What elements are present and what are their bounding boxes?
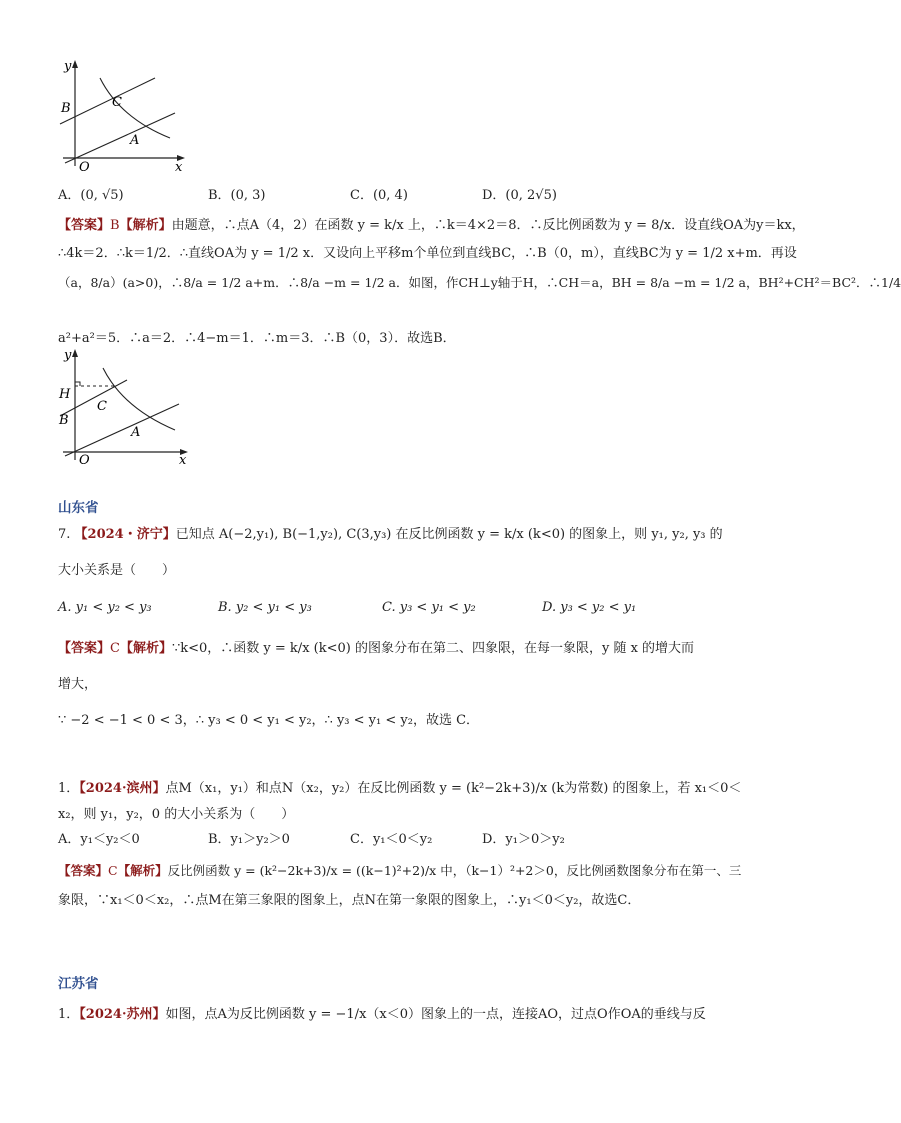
q1a-stem-text: 点M（x₁，y₁）和点N（x₂，y₂）在反比例函数 y = (k²−2k+3)/x (k为常数) 的图象上，若 x₁＜0＜ [165, 781, 742, 796]
prev-answer-line2: ∴4k＝2．∴k＝1/2．∴直线OA为 y = 1/2 x．又设向上平移m个单位到直线BC，∴B（0，m），直线BC为 y = 1/2 x+m．再设 [58, 246, 797, 261]
q7-stem-text: 已知点 A(−2,y₁), B(−1,y₂), C(3,y₃) 在反比例函数 y = k/x (k<0) 的图象上，则 y₁, y₂, y₃ 的 [175, 527, 723, 542]
q7-source: 【2024・济宁】 [74, 527, 176, 542]
q1a-option-a: A．y₁＜y₂＜0 [58, 832, 140, 847]
section-heading-shandong: 山东省 [58, 500, 99, 516]
analysis-tag: 【解析】 [119, 641, 172, 656]
q7-number: 7. [58, 527, 71, 542]
prev-answer-line3: （a，8/a）(a>0)，∴8/a = 1/2 a+m．∴8/a −m = 1/2 a．如图，作CH⊥y轴于H，∴CH＝a，BH = 8/a −m = 1/2 a，BH²+CH²＝BC²．∴1/4 [58, 275, 901, 290]
fig2-label-x: x [179, 453, 187, 468]
analysis-text: 由题意，∴点A（4，2）在函数 y = k/x 上，∴k＝4×2＝8．∴反比例函数为 y = 8/x．设直线OA为y＝kx， [171, 218, 805, 233]
q7-answer-line1 [58, 636, 694, 662]
analysis-tag: 【解析】 [119, 218, 172, 233]
q1a-option-c: C．y₁＜0＜y₂ [350, 832, 433, 847]
q1a-number: 1． [58, 781, 80, 796]
fig2-label-b: B [59, 413, 69, 428]
q1a-source: 【2024·滨州】 [79, 781, 166, 796]
fig1-label-x: x [175, 160, 183, 175]
figure-1-graph [55, 58, 190, 178]
figure-2-graph [55, 346, 195, 470]
q7-option-b: B. y₂ < y₁ < y₃ [218, 600, 312, 615]
prev-answer-line4: a²+a²＝5．∴a＝2．∴4−m＝1．∴m＝3．∴B（0，3）．故选B． [58, 331, 456, 346]
fig1-label-b: B [61, 101, 71, 116]
analysis-tag: 【解析】 [117, 863, 168, 878]
q7-answer-line3: ∵ −2 < −1 < 0 < 3，∴ y₃ < 0 < y₁ < y₂，∴ y₃ < y₁ < y₂，故选 C． [58, 713, 480, 728]
q1a-option-b: B．y₁＞y₂＞0 [208, 832, 290, 847]
q1b-stem-text: 如图，点A为反比例函数 y = −1/x（x＜0）图象上的一点，连接AO，过点O作OA的垂线与反 [165, 1007, 706, 1022]
answer-tag: 【答案】 [58, 863, 109, 878]
fig2-label-o: O [79, 453, 90, 468]
q1a-answer-line1 [58, 858, 741, 884]
fig2-label-h: H [59, 387, 71, 402]
q7-option-a: A. y₁ < y₂ < y₃ [58, 600, 152, 615]
answer-letter: C [108, 863, 118, 878]
section-heading-jiangsu: 江苏省 [58, 976, 99, 992]
prev-option-c: C．(0, 4) [350, 188, 408, 203]
q7-stem [58, 522, 723, 548]
fig1-label-o: O [79, 160, 90, 175]
prev-answer-line1 [58, 213, 805, 239]
q1a-option-d: D．y₁＞0＞y₂ [482, 832, 565, 847]
fig2-label-a: A [131, 425, 141, 440]
q7-answer-line2: 增大， [58, 677, 98, 692]
q7-option-c: C. y₃ < y₁ < y₂ [382, 600, 476, 615]
answer-letter: C [110, 641, 120, 656]
fig1-label-y: y [64, 59, 72, 74]
answer-tag: 【答案】 [58, 641, 111, 656]
q7-option-d: D. y₃ < y₂ < y₁ [542, 600, 637, 615]
prev-option-a: A．(0, √5) [58, 188, 124, 203]
answer-tag: 【答案】 [58, 218, 111, 233]
prev-option-d: D．(0, 2√5) [482, 188, 557, 203]
q7-stem-line2: 大小关系是（ ） [58, 563, 176, 578]
fig1-label-c: C [112, 95, 122, 110]
q1a-answer-line2: 象限，∵x₁＜0＜x₂，∴点M在第三象限的图象上，点N在第一象限的图象上，∴y₁＜0＜y₂，故选C． [58, 893, 641, 908]
fig2-label-y: y [64, 348, 72, 363]
fig2-label-c: C [97, 399, 107, 414]
q1b-source: 【2024·苏州】 [79, 1007, 166, 1022]
q1a-stem [58, 776, 741, 802]
fig1-label-a: A [130, 133, 140, 148]
q1a-stem-line2: x₂，则 y₁，y₂，0 的大小关系为（ ） [58, 807, 295, 822]
answer-letter: B [110, 218, 120, 233]
analysis-text: 反比例函数 y = (k²−2k+3)/x = ((k−1)²+2)/x 中，（k−1）²+2＞0，反比例函数图象分布在第一、三 [167, 863, 742, 878]
q1b-stem [58, 1002, 706, 1028]
analysis-text: ∵k<0，∴函数 y = k/x (k<0) 的图象分布在第二、四象限，在每一象限，y 随 x 的增大而 [171, 641, 695, 656]
prev-option-b: B．(0, 3) [208, 188, 266, 203]
q1b-number: 1． [58, 1007, 80, 1022]
